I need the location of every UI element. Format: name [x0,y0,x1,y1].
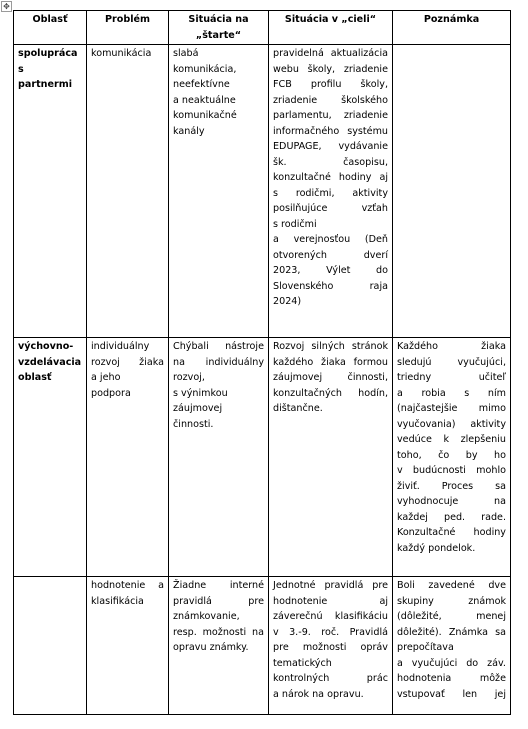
cell-line: neefektívne [173,79,230,90]
cell-line: živiť. Proces sa [397,480,506,492]
header-poznamka: Poznámka [393,11,511,45]
cell-line: každej ped. rade. [397,511,506,523]
cell-area [14,577,87,715]
header-situacia-ciel: Situácia v „cieli“ [269,11,393,45]
cell-line: rozvoj, [173,372,205,383]
cell-line: klasifikácia [91,595,144,607]
cell-line: v 3.-9. roč. Pravidlá [273,626,388,638]
cell-line: dištančne. [273,403,323,414]
cell-line: pravidelná aktualizácia [273,48,388,59]
cell-line: a nárok na opravu. [273,688,364,700]
cell-line: záverečnú klasifikáciu [273,611,388,622]
cell-line: tematických [273,657,332,669]
cell-line: s výnimkou [173,387,228,399]
cell-line: konzultačných hodín, [273,387,388,399]
improvement-table [13,10,511,715]
cell-line: Žiadne interné [173,580,264,591]
cell-line: individuálny [91,341,150,352]
cell-line: vzdelávacia [18,356,82,368]
cell-line: partnermi [18,79,73,90]
table-move-handle-icon[interactable]: ✥ [1,1,12,12]
cell-line: výchovno- [18,341,74,352]
cell-line: kontrolných prác [273,673,388,684]
cell-line: a verejnosťou (Deň [273,234,388,245]
cell-line: činnosti. [173,418,214,430]
cell-line: dôležité). Známka sa [397,626,506,638]
header-problem: Problém [87,11,169,45]
cell-line: posilňujúce vzťah [273,203,388,214]
cell-line: s rodičmi [273,218,317,230]
cell-line: a neaktuálne [173,94,236,106]
cell-line: vyhodnocuje na [397,496,506,507]
cell-area [14,338,87,577]
table-row [14,577,511,715]
cell-line: a robia s ním [397,387,506,399]
cell-line: vstupovať len jej [397,688,506,700]
cell-start [169,577,269,715]
cell-line: slabá [173,48,199,59]
cell-line: Jednotné pravidlá pre [273,580,388,591]
cell-line: (najčastejšie mimo [397,403,506,414]
cell-line: hodnotenie aj [273,595,388,607]
cell-line: EDUPAGE, vydávanie [273,141,388,152]
cell-line: webu školy, zriadenie [273,63,388,75]
cell-line: skupiny známok [397,595,506,607]
cell-line: Rozvoj silných stránok [273,341,388,352]
cell-line: (dôležité, menej [397,611,506,622]
cell-line: pravidlá pre [173,595,264,607]
cell-line: Boli zavedené dve [397,580,506,591]
cell-line: vedúce k zlepšeniu [397,434,506,445]
cell-line: a vyučujúci do záv. [397,657,506,669]
cell-problem [87,338,169,577]
cell-line: na individuálny [173,356,264,368]
cell-line: sledujú vyučujúci, [397,356,506,368]
cell-line: toho, čo by ho [397,449,506,461]
cell-line: s [18,63,24,75]
cell-line: komunikácia, [173,63,237,75]
cell-line: 2023, Výlet do [273,265,388,276]
cell-problem [87,577,169,715]
cell-goal [269,45,393,338]
cell-line: podpora [91,387,131,399]
table-row [14,45,511,338]
cell-line: kanály [173,125,205,137]
cell-line: Slovenského raja [273,280,388,292]
cell-line: každý pondelok. [397,542,476,554]
cell-line: triedny učiteľ [397,372,506,383]
cell-line: 2024) [273,296,302,307]
cell-line: pre možnosti opráv [273,642,388,653]
header-situacia-start: Situácia na „štarte“ [169,11,269,45]
cell-note [393,45,511,338]
cell-problem [87,45,169,338]
cell-goal [269,338,393,577]
cell-line: záujmovej činnosti, [273,372,388,383]
cell-line: konzultačné hodiny aj [273,172,388,183]
cell-line: Chýbali nástroje [173,341,264,352]
cell-line: a jeho [91,372,121,383]
cell-note [393,577,511,715]
cell-line: hodnotenie a [91,580,164,591]
cell-line: záujmovej [173,403,223,414]
cell-line: informačného systému [273,125,388,137]
header-row [14,11,511,45]
cell-line: každého žiaka formou [273,356,388,368]
cell-line: v budúcnosti mohlo [397,465,506,476]
cell-line: opravu známky. [173,642,249,653]
cell-line: prepočítava [397,642,454,653]
cell-line: Konzultačné hodiny [397,527,506,538]
cell-line: Každého žiaka [397,341,506,352]
cell-note [393,338,511,577]
cell-line: komunikačné [173,110,237,121]
cell-line: otvorených dverí [273,249,388,261]
cell-line: hodnotenia môže [397,673,506,684]
cell-start [169,338,269,577]
cell-area [14,45,87,338]
cell-goal [269,577,393,715]
table-row [14,338,511,577]
cell-line: spolupráca [18,48,78,59]
cell-line: známkovanie, [173,611,240,622]
cell-line: zriadenie školského [273,94,388,106]
cell-line: rozvoj žiaka [91,356,164,368]
cell-line: FCB profilu školy, [273,79,388,90]
cell-line: komunikácia [91,48,152,59]
header-oblast: Oblasť [14,11,87,45]
cell-line: resp. možnosti na [173,626,264,638]
cell-line: s rodičmi, aktivity [273,187,388,199]
cell-line: oblasť [18,372,52,383]
cell-line: vyučovania) aktivity [397,418,506,430]
cell-line: parlamentu, zriadenie [273,110,388,121]
cell-start [169,45,269,338]
cell-line: šk. časopisu, [273,156,388,168]
